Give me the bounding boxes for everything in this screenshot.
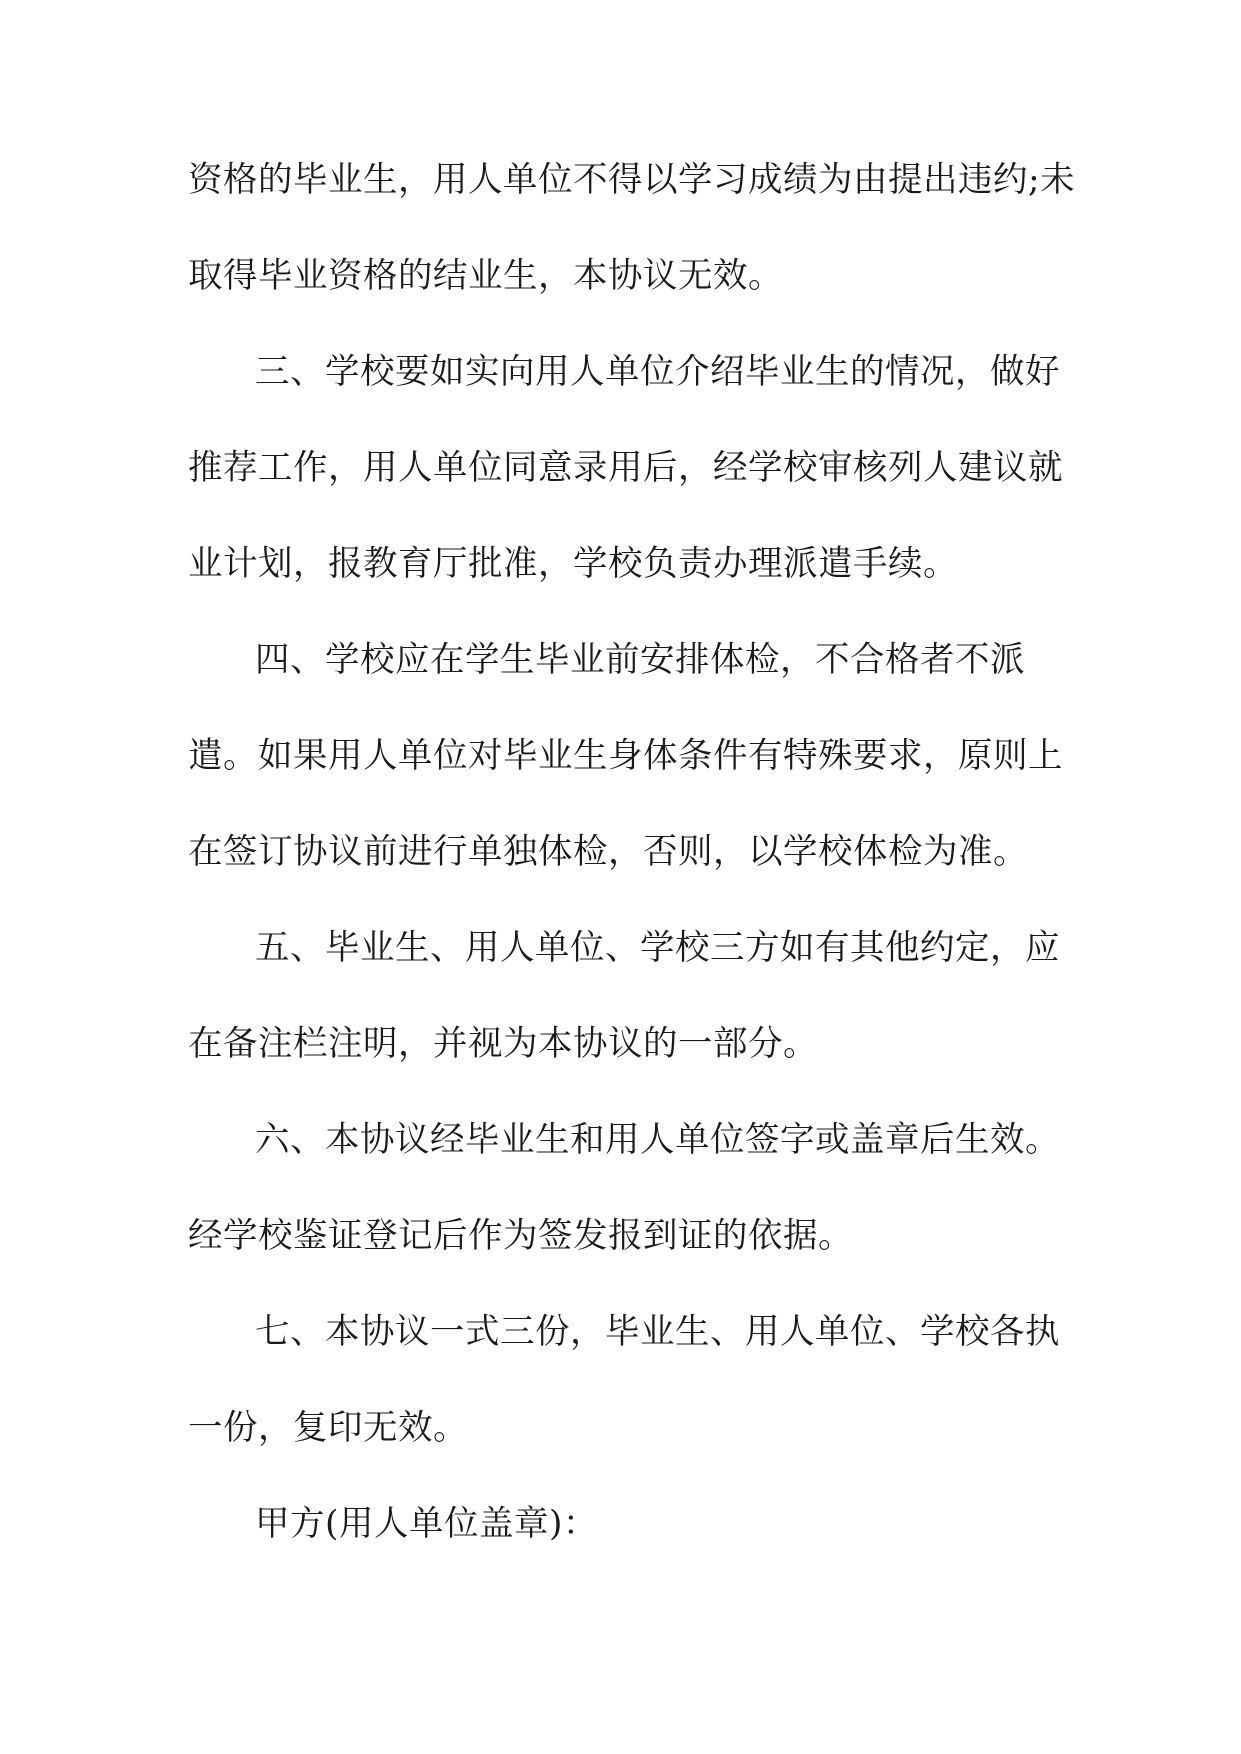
paragraph-6-start: 六、本协议经毕业生和用人单位签字或盖章后生效。: [255, 1120, 1060, 1160]
text-line: 经学校鉴证登记后作为签发报到证的依据。: [188, 1216, 853, 1256]
text-line: 在备注栏注明，并视为本协议的一部分。: [188, 1024, 818, 1064]
text-line: 资格的毕业生，用人单位不得以学习成绩为由提出违约;未: [188, 160, 1076, 200]
text-line: 遣。如果用人单位对毕业生身体条件有特殊要求，原则上: [188, 736, 1063, 776]
paragraph-7-start: 七、本协议一式三份，毕业生、用人单位、学校各执: [255, 1312, 1060, 1352]
paragraph-3-start: 三、学校要如实向用人单位介绍毕业生的情况，做好: [255, 352, 1060, 392]
text-line: 取得毕业资格的结业生，本协议无效。: [188, 256, 783, 296]
paragraph-4-start: 四、学校应在学生毕业前安排体检，不合格者不派: [255, 640, 1025, 680]
text-line: 业计划，报教育厅批准，学校负责办理派遣手续。: [188, 544, 958, 584]
text-line: 推荐工作，用人单位同意录用后，经学校审核列人建议就: [188, 448, 1063, 488]
text-line: 在签订协议前进行单独体检，否则，以学校体检为准。: [188, 832, 1028, 872]
text-line: 一份，复印无效。: [188, 1408, 468, 1448]
paragraph-5-start: 五、毕业生、用人单位、学校三方如有其他约定，应: [255, 928, 1060, 968]
signature-label-party-a: 甲方(用人单位盖章)：: [255, 1504, 598, 1544]
